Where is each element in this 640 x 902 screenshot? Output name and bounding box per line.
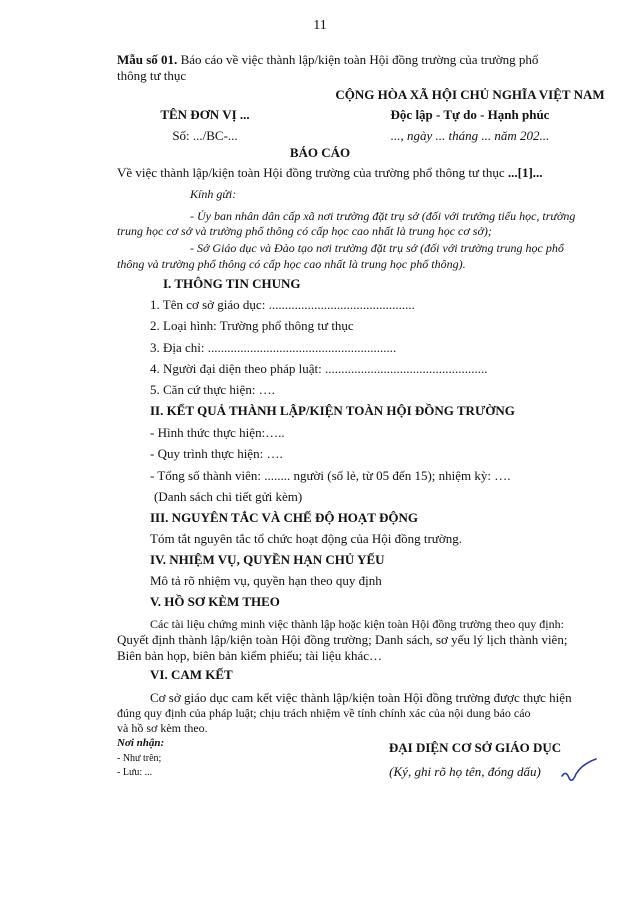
section4-body: Mô tả rõ nhiệm vụ, quyền hạn theo quy định <box>150 573 382 588</box>
national-motto: Độc lập - Tự do - Hạnh phúc <box>390 107 550 122</box>
recipient1-line1: - Ủy ban nhân dân cấp xã nơi trường đặt trụ sở (đối với trường tiểu học, trường <box>190 209 576 223</box>
report-subject <box>117 165 543 181</box>
signer-title: ĐẠI DIỆN CƠ SỞ GIÁO DỤC <box>388 740 562 755</box>
section6-line1: Cơ sở giáo dục cam kết việc thành lập/kiện toàn Hội đồng trường được thực hiện <box>150 690 572 705</box>
document-number: Số: .../BC-... <box>172 128 238 143</box>
section5-line3: Biên bản họp, biên bản kiểm phiếu; tài liệu khác… <box>117 648 382 663</box>
section5-line1: Các tài liệu chứng minh việc thành lập hoặc kiện toàn Hội đồng trường theo quy định: <box>150 617 564 631</box>
report-subject-ref: ...[1]... <box>507 165 543 180</box>
section2-item-4: (Danh sách chi tiết gửi kèm) <box>154 489 303 504</box>
section3-heading: III. NGUYÊN TẮC VÀ CHẾ ĐỘ HOẠT ĐỘNG <box>150 510 418 525</box>
report-subject-text: Về việc thành lập/kiện toàn Hội đồng trường của trường phổ thông tư thục <box>117 165 508 180</box>
section6-heading: VI. CAM KẾT <box>150 667 233 682</box>
section4-heading: IV. NHIỆM VỤ, QUYỀN HẠN CHỦ YẾU <box>150 552 385 567</box>
section2-item-1: - Hình thức thực hiện:….. <box>150 425 285 440</box>
section2-item-3: - Tổng số thành viên: ........ người (số lẻ, từ 05 đến 15); nhiệm kỳ: …. <box>150 468 511 483</box>
signer-note: (Ký, ghi rõ họ tên, đóng dấu) <box>389 764 541 779</box>
report-title: BÁO CÁO <box>289 145 351 160</box>
section3-body: Tóm tắt nguyên tắc tổ chức hoạt động của Hội đồng trường. <box>150 531 462 546</box>
form-title-line2: thông tư thục <box>117 68 187 83</box>
recipient2-line2: thông và trường phổ thông có cấp học cao nhất là trung học phổ thông). <box>117 257 466 271</box>
section1-item-4: 4. Người đại diện theo pháp luật: .................................................. <box>150 361 488 376</box>
greeting: Kính gửi: <box>190 187 237 201</box>
unit-name: TÊN ĐƠN VỊ ... <box>160 107 250 122</box>
form-title-line1: Báo cáo về việc thành lập/kiện toàn Hội đồng trường của trường phổ <box>180 52 539 67</box>
section5-line2: Quyết định thành lập/kiện toàn Hội đồng trường; Danh sách, sơ yếu lý lịch thành viên; <box>117 632 568 647</box>
recipient2-line1: - Sở Giáo dục và Đào tạo nơi trường đặt trụ sở (đối với trường trung học phổ <box>190 241 564 255</box>
form-label: Mẫu số 01. <box>117 52 178 67</box>
form-title <box>117 52 538 68</box>
recipients-label: Nơi nhận: <box>117 737 165 749</box>
section6-line2: đúng quy định của pháp luật; chịu trách nhiệm về tính chính xác của nội dung báo cáo <box>117 706 531 720</box>
national-title: CỘNG HÒA XÃ HỘI CHỦ NGHĨA VIỆT NAM <box>335 87 605 102</box>
page-number: 11 <box>313 18 327 33</box>
section1-item-3: 3. Địa chỉ: .......................................................... <box>150 340 397 355</box>
section2-item-2: - Quy trình thực hiện: …. <box>150 446 283 461</box>
section1-item-2: 2. Loại hình: Trường phổ thông tư thục <box>150 318 354 333</box>
signature-check-mark <box>560 756 600 786</box>
recipients-item-1: - Như trên; <box>117 753 162 764</box>
section6-line3: và hồ sơ kèm theo. <box>117 721 208 735</box>
section1-item-1: 1. Tên cơ sở giáo dục: ............................................. <box>150 297 415 312</box>
section5-heading: V. HỒ SƠ KÈM THEO <box>150 594 280 609</box>
section1-heading: I. THÔNG TIN CHUNG <box>163 276 301 291</box>
date-line: ..., ngày ... tháng ... năm 202... <box>390 128 550 143</box>
section2-heading: II. KẾT QUẢ THÀNH LẬP/KIỆN TOÀN HỘI ĐỒNG TRƯỜNG <box>150 403 515 418</box>
recipients-item-2: - Lưu: ... <box>117 767 153 778</box>
section1-item-5: 5. Căn cứ thực hiện: …. <box>150 382 275 397</box>
recipient1-line2: trung học cơ sở và trường phổ thông có cấp học cao nhất là trung học cơ sở); <box>117 224 492 238</box>
